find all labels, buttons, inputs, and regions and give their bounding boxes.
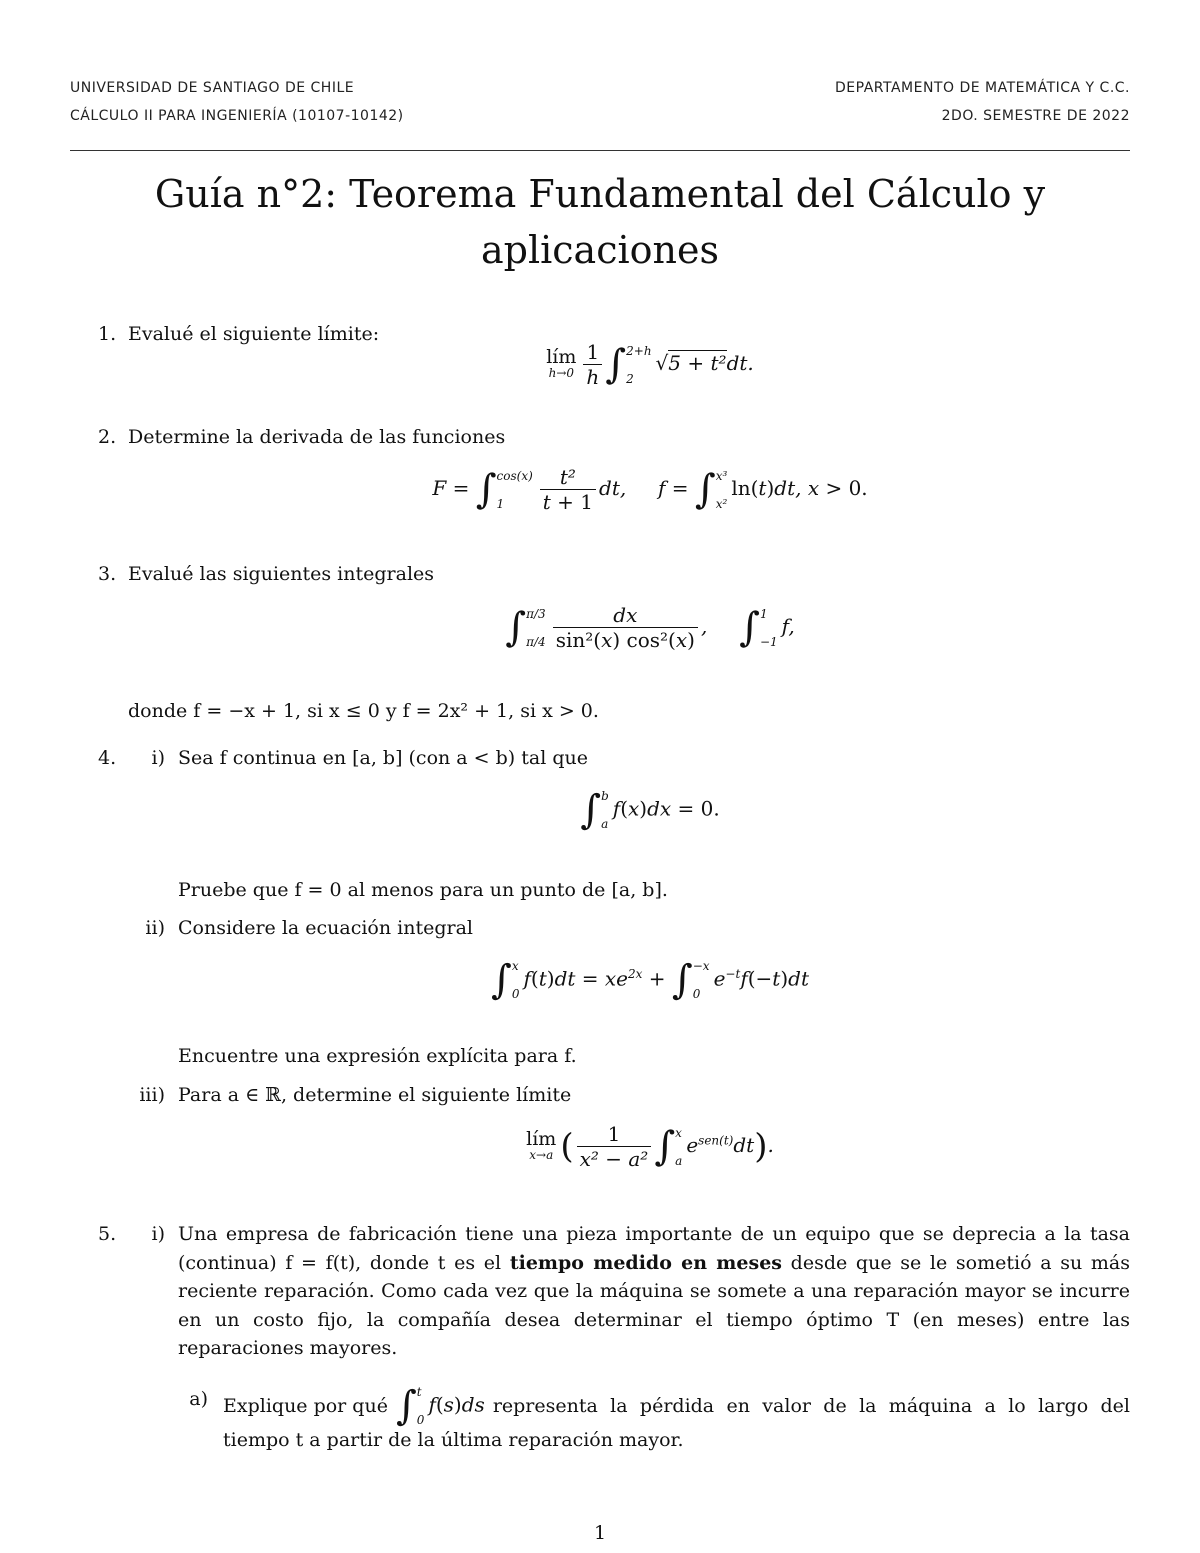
problem-4-iii-formula: lím x→a ( $\frac{1}{\text{x² − a²}}$ ∫x $ae^{sen(t)}dt$). [526, 1122, 774, 1171]
problem-5-a-line2: tiempo t a partir de la última reparación mayor. [223, 1429, 684, 1451]
header-rule [70, 150, 1130, 151]
problem-4-i-after: Pruebe que f = 0 al menos para un punto de [a, b]. [178, 879, 668, 901]
problem-3-text: Evalué las siguientes integrales [128, 563, 435, 585]
problem-2-text: Determine la derivada de las funciones [128, 426, 506, 448]
problem-1-number: 1. [98, 323, 117, 345]
problem-5-a-line1 [223, 1385, 1130, 1427]
problem-5-i-label: i) [151, 1223, 165, 1245]
problem-4-i-text: Sea f continua en [a, b] (con a < b) tal que [178, 747, 588, 769]
header-department: DEPARTAMENTO DE MATEMÁTICA Y C.C. [835, 80, 1130, 96]
problem-4-i-label: i) [151, 747, 165, 769]
problem-4-ii-formula: ∫x $0f(t)dt = xe^{2x} + \int-x$ $0e^{-t}f(-t)dt$ [491, 957, 809, 1003]
header-course: CÁLCULO II PARA INGENIERÍA (10107-10142) [70, 108, 404, 124]
problem-4-i-formula: ∫b af(x)dx = 0. [580, 787, 720, 833]
problem-5-a-label: a) [189, 1388, 208, 1410]
problem-3-definition: donde f = −x + 1, si x ≤ 0 y f = 2x² + 1, si x > 0. [128, 700, 599, 722]
header-university: UNIVERSIDAD DE SANTIAGO DE CHILE [70, 80, 355, 96]
problem-4-iii-label: iii) [139, 1084, 165, 1106]
problem-5-a-formula: ∫t 0f(s)ds [395, 1383, 485, 1429]
problem-3-formula: ∫π/3 π/4 $\frac{dx}{\text{sin²(x) cos²(x)}}$ , ∫1 −1f, [505, 603, 795, 652]
problem-1-text: Evalué el siguiente límite: [128, 323, 380, 345]
problem-4-ii-after: Encuentre una expresión explícita para f. [178, 1045, 577, 1067]
problem-5-i-text: Una empresa de fabricación tiene una pieza importante de un equipo que se deprecia a la tasa (continua) f = f(t), donde t es el tiempo medido en meses desde que se le sometió a su más reciente reparación. Como cada vez que la máquina se somete a una reparación mayor se incurre en un costo fijo, la compañía desea determinar el tiempo óptimo T (en meses) entre las reparaciones mayores. [178, 1223, 1130, 1359]
problem-5-a-post: representa la pérdida en valor de la máquina a lo largo del [492, 1395, 1130, 1417]
problem-4-ii-text: Considere la ecuación integral [178, 917, 473, 939]
problem-4-iii-text: Para a ∈ ℝ, determine el siguiente límite [178, 1084, 572, 1106]
problem-2-number: 2. [98, 426, 117, 448]
problem-5-a-pre: Explique por qué [223, 1395, 388, 1417]
page-title: Guía n°2: Teorema Fundamental del Cálculo y aplicaciones [154, 172, 1046, 272]
problem-3-number: 3. [98, 563, 117, 585]
problem-5-number: 5. [98, 1223, 117, 1245]
problem-2-formula: F = ∫cos(x) 1 $\frac{\text{t²}}{t + 1}$ dt, f = ∫x³ x²ln(t)dt, x > 0. [432, 465, 868, 514]
problem-4-ii-label: ii) [145, 917, 165, 939]
problem-4-number: 4. [98, 747, 117, 769]
header-semester: 2DO. SEMESTRE DE 2022 [941, 108, 1130, 124]
problem-1-formula: lím h→0 $\frac{1}{h}$ ∫2+h 2√5 + t²dt. [546, 340, 754, 389]
page-number: 1 [593, 1522, 607, 1544]
